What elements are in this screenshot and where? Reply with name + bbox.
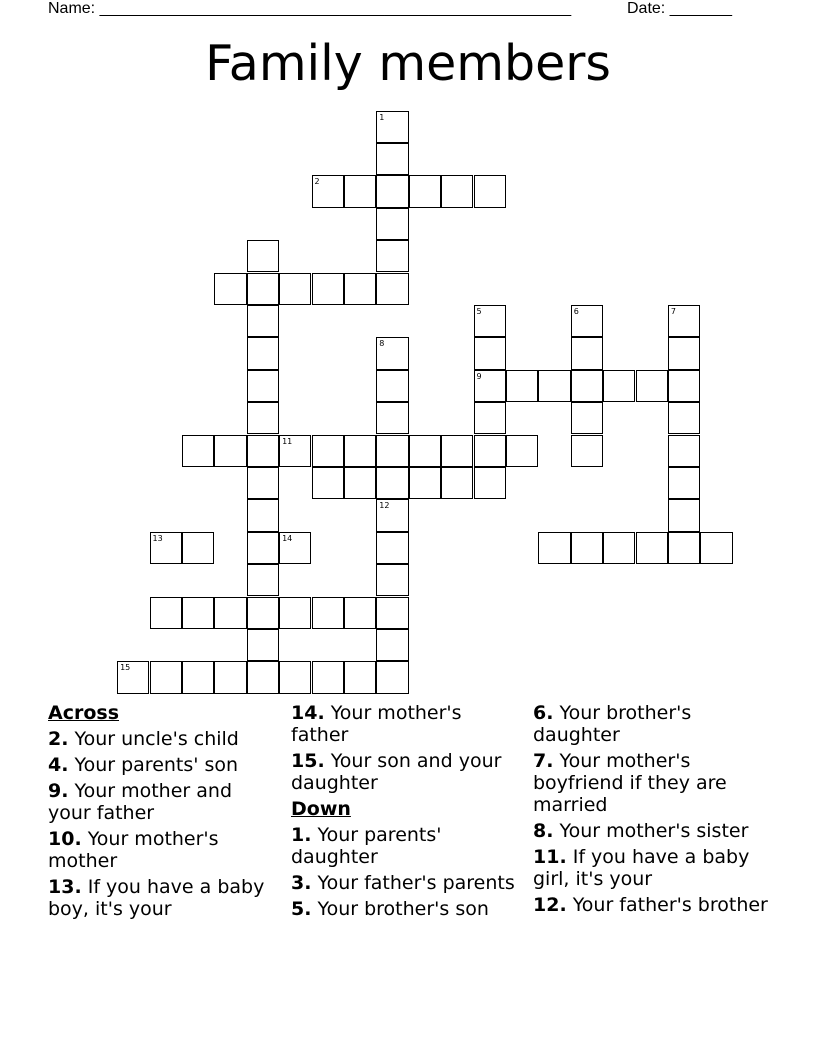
grid-cell[interactable]	[376, 337, 408, 369]
grid-cell[interactable]	[344, 273, 376, 305]
clue-across-10: 10. Your mother's mother	[48, 828, 219, 872]
grid-cell[interactable]	[376, 435, 408, 467]
clue-number: 6	[573, 306, 579, 316]
grid-cell[interactable]	[279, 273, 311, 305]
grid-cell[interactable]	[247, 499, 279, 531]
clue-number: 2	[314, 177, 320, 187]
page-title: Family members	[205, 35, 611, 92]
grid-cell[interactable]	[603, 370, 635, 402]
grid-cell[interactable]	[182, 661, 214, 693]
grid-cell[interactable]	[344, 661, 376, 693]
grid-cell[interactable]	[214, 597, 246, 629]
grid-cell[interactable]	[150, 661, 182, 693]
clue-number: 5	[476, 306, 482, 316]
grid-cell[interactable]	[700, 532, 732, 564]
grid-cell[interactable]	[247, 629, 279, 661]
clue-number: 11	[282, 436, 293, 446]
grid-cell[interactable]	[312, 661, 344, 693]
clue-down-1: 1. Your parents' daughter	[291, 824, 442, 868]
grid-cell[interactable]	[668, 467, 700, 499]
name-field-line: Name: _____________________________________________________	[48, 0, 572, 17]
grid-cell[interactable]	[474, 175, 506, 207]
grid-cell[interactable]	[247, 467, 279, 499]
clue-down-6: 6. Your brother's daughter	[533, 702, 692, 746]
grid-cell[interactable]	[441, 435, 473, 467]
grid-cell[interactable]	[247, 435, 279, 467]
grid-cell[interactable]	[344, 597, 376, 629]
grid-cell[interactable]	[214, 661, 246, 693]
grid-cell[interactable]	[571, 435, 603, 467]
clue-column-2	[291, 702, 521, 924]
grid-cell[interactable]	[279, 597, 311, 629]
grid-cell[interactable]	[376, 629, 408, 661]
grid-cell[interactable]	[312, 597, 344, 629]
grid-cell[interactable]	[668, 402, 700, 434]
grid-cell[interactable]	[376, 370, 408, 402]
clue-number: 1	[379, 112, 385, 122]
grid-cell[interactable]	[376, 532, 408, 564]
grid-cell[interactable]	[668, 305, 700, 337]
grid-cell[interactable]	[376, 111, 408, 143]
grid-cell[interactable]	[409, 175, 441, 207]
clue-across-2: 2. Your uncle's child	[48, 728, 239, 750]
grid-cell[interactable]	[117, 661, 149, 693]
grid-cell[interactable]	[474, 467, 506, 499]
grid-cell[interactable]	[376, 208, 408, 240]
clue-number: 12	[379, 501, 390, 511]
grid-cell[interactable]	[247, 564, 279, 596]
grid-cell[interactable]	[636, 370, 668, 402]
grid-cell[interactable]	[441, 175, 473, 207]
grid-cell[interactable]	[668, 532, 700, 564]
clue-number: 7	[670, 306, 676, 316]
across-heading: Across	[48, 702, 120, 724]
grid-cell[interactable]	[376, 597, 408, 629]
clue-number: 8	[379, 339, 385, 349]
grid-cell[interactable]	[506, 435, 538, 467]
grid-cell[interactable]	[376, 499, 408, 531]
clue-across-9: 9. Your mother and your father	[48, 780, 233, 824]
clue-down-11: 11. If you have a baby girl, it's your	[533, 846, 750, 890]
grid-cell[interactable]	[312, 435, 344, 467]
grid-cell[interactable]	[247, 661, 279, 693]
grid-cell[interactable]	[150, 597, 182, 629]
grid-cell[interactable]	[668, 370, 700, 402]
grid-cell[interactable]	[247, 273, 279, 305]
grid-cell[interactable]	[376, 661, 408, 693]
grid-cell[interactable]	[247, 597, 279, 629]
clue-number: 14	[282, 533, 293, 543]
grid-cell[interactable]	[603, 532, 635, 564]
grid-cell[interactable]	[474, 402, 506, 434]
grid-cell[interactable]	[668, 435, 700, 467]
clue-across-15: 15. Your son and your daughter	[291, 750, 502, 794]
grid-cell[interactable]	[441, 467, 473, 499]
grid-cell[interactable]	[571, 532, 603, 564]
grid-cell[interactable]	[571, 305, 603, 337]
grid-cell[interactable]	[247, 305, 279, 337]
grid-cell[interactable]	[376, 402, 408, 434]
grid-cell[interactable]	[279, 532, 311, 564]
clue-down-8: 8. Your mother's sister	[533, 820, 749, 842]
grid-cell[interactable]	[247, 337, 279, 369]
grid-cell[interactable]	[279, 661, 311, 693]
clue-down-12: 12. Your father's brother	[533, 894, 768, 916]
clue-number: 9	[476, 371, 482, 381]
grid-cell[interactable]	[279, 435, 311, 467]
grid-cell[interactable]	[376, 564, 408, 596]
grid-cell[interactable]	[214, 435, 246, 467]
grid-cell[interactable]	[571, 402, 603, 434]
grid-cell[interactable]	[312, 467, 344, 499]
grid-cell[interactable]	[247, 370, 279, 402]
grid-cell[interactable]	[571, 337, 603, 369]
grid-cell[interactable]	[182, 597, 214, 629]
grid-cell[interactable]	[668, 337, 700, 369]
grid-cell[interactable]	[506, 370, 538, 402]
grid-cell[interactable]	[409, 435, 441, 467]
grid-cell[interactable]	[376, 240, 408, 272]
clue-column-1	[48, 702, 278, 924]
grid-cell[interactable]	[668, 499, 700, 531]
clue-column-3	[533, 702, 773, 920]
grid-cell[interactable]	[409, 467, 441, 499]
grid-cell[interactable]	[376, 143, 408, 175]
clue-across-14: 14. Your mother's father	[291, 702, 462, 746]
down-heading: Down	[291, 798, 351, 820]
clue-down-3: 3. Your father's parents	[291, 872, 515, 894]
clue-number: 13	[152, 533, 163, 543]
grid-cell[interactable]	[312, 273, 344, 305]
grid-cell[interactable]	[312, 175, 344, 207]
grid-cell[interactable]	[344, 467, 376, 499]
grid-cell[interactable]	[376, 175, 408, 207]
grid-cell[interactable]	[474, 435, 506, 467]
grid-cell[interactable]	[182, 532, 214, 564]
grid-cell[interactable]	[538, 532, 570, 564]
grid-cell[interactable]	[150, 532, 182, 564]
grid-cell[interactable]	[344, 175, 376, 207]
clue-down-5: 5. Your brother's son	[291, 898, 489, 920]
clue-across-13: 13. If you have a baby boy, it's your	[48, 876, 265, 920]
grid-cell[interactable]	[474, 370, 506, 402]
grid-cell[interactable]	[182, 435, 214, 467]
grid-cell[interactable]	[474, 305, 506, 337]
grid-cell[interactable]	[247, 402, 279, 434]
clue-number: 15	[120, 663, 131, 673]
grid-cell[interactable]	[344, 435, 376, 467]
grid-cell[interactable]	[571, 370, 603, 402]
grid-cell[interactable]	[247, 532, 279, 564]
grid-cell[interactable]	[376, 467, 408, 499]
clue-across-4: 4. Your parents' son	[48, 754, 239, 776]
grid-cell[interactable]	[376, 273, 408, 305]
grid-cell[interactable]	[214, 273, 246, 305]
clue-down-7: 7. Your mother's boyfriend if they are married	[533, 750, 727, 816]
grid-cell[interactable]	[474, 337, 506, 369]
grid-cell[interactable]	[247, 240, 279, 272]
grid-cell[interactable]	[538, 370, 570, 402]
grid-cell[interactable]	[636, 532, 668, 564]
date-field-line: Date: _______	[627, 0, 732, 17]
